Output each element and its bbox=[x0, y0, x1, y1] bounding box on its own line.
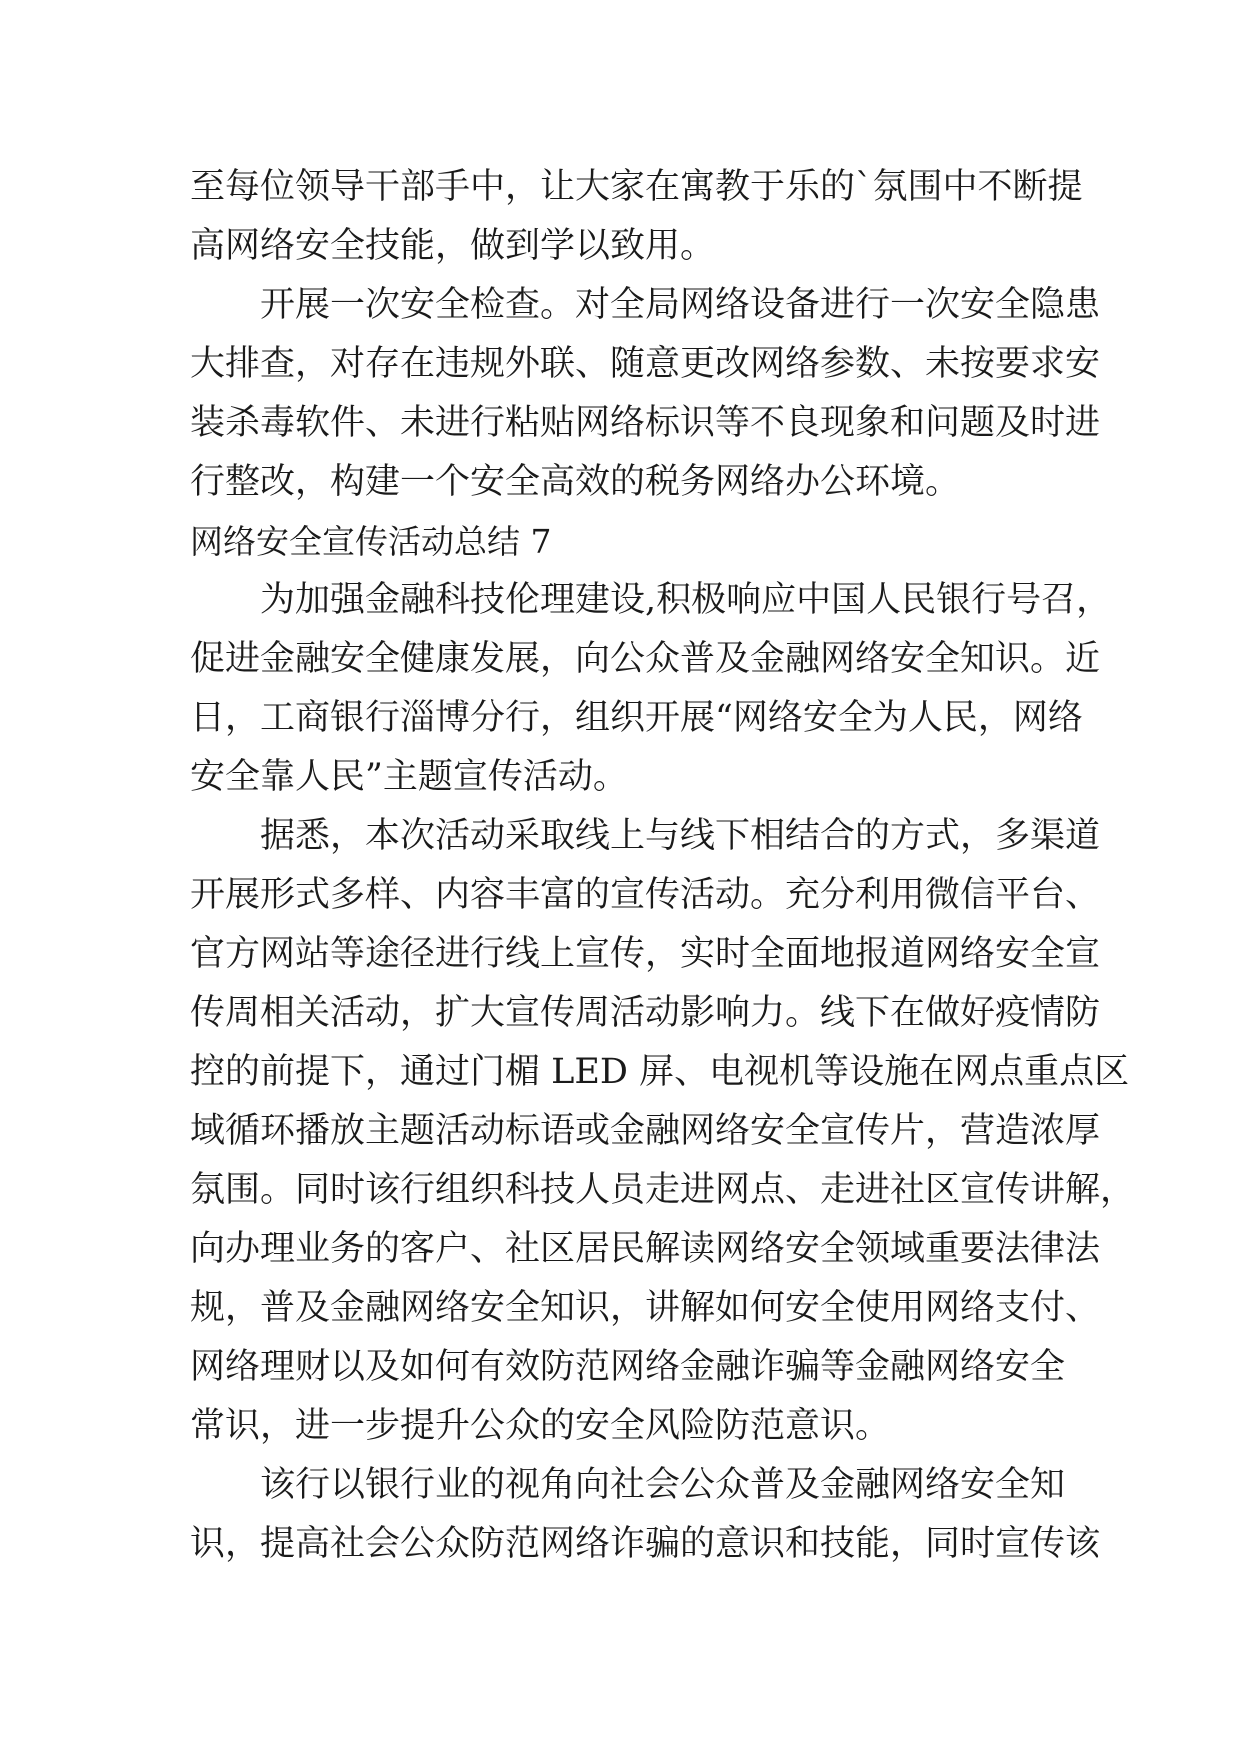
body-text-line: 装杀毒软件、未进行粘贴网络标识等不良现象和问题及时进 bbox=[190, 403, 1101, 443]
body-text-line: 为加强金融科技伦理建设,积极响应中国人民银行号召， bbox=[260, 580, 1112, 620]
body-text-line: 大排查，对存在违规外联、随意更改网络参数、未按要求安 bbox=[190, 344, 1101, 384]
body-text-line: 高网络安全技能，做到学以致用。 bbox=[190, 226, 716, 266]
body-text-line: 日，工商银行淄博分行，组织开展“网络安全为人民，网络 bbox=[190, 698, 1083, 738]
body-text-line: 网络理财以及如何有效防范网络金融诈骗等金融网络安全 bbox=[190, 1347, 1066, 1387]
body-text-line: 开展形式多样、内容丰富的宣传活动。充分利用微信平台、 bbox=[190, 875, 1101, 915]
document-text-column bbox=[190, 158, 1136, 1574]
body-text-line: 开展一次安全检查。对全局网络设备进行一次安全隐患 bbox=[260, 285, 1101, 325]
body-text-line: 至每位领导干部手中，让大家在寓教于乐的`氛围中不断提 bbox=[190, 167, 1083, 207]
body-text-line: 控的前提下，通过门楣 LED 屏、电视机等设施在网点重点区 bbox=[190, 1052, 1130, 1092]
body-text-line: 促进金融安全健康发展，向公众普及金融网络安全知识。近 bbox=[190, 639, 1101, 679]
body-text-line: 氛围。同时该行组织科技人员走进网点、走进社区宣传讲解， bbox=[190, 1170, 1136, 1210]
body-text-line: 据悉，本次活动采取线上与线下相结合的方式，多渠道 bbox=[260, 816, 1101, 856]
section-heading: 网络安全宣传活动总结 7 bbox=[190, 522, 552, 561]
body-text-line: 官方网站等途径进行线上宣传，实时全面地报道网络安全宣 bbox=[190, 934, 1101, 974]
body-text-line: 域循环播放主题活动标语或金融网络安全宣传片，营造浓厚 bbox=[190, 1111, 1101, 1151]
body-text-line: 行整改，构建一个安全高效的税务网络办公环境。 bbox=[190, 462, 961, 502]
body-text-line: 常识，进一步提升公众的安全风险防范意识。 bbox=[190, 1406, 891, 1446]
body-text-line: 安全靠人民”主题宣传活动。 bbox=[190, 757, 628, 797]
body-text-line: 向办理业务的客户、社区居民解读网络安全领域重要法律法 bbox=[190, 1229, 1101, 1269]
body-text-line: 该行以银行业的视角向社会公众普及金融网络安全知 bbox=[260, 1465, 1066, 1505]
body-text-line: 识，提高社会公众防范网络诈骗的意识和技能，同时宣传该 bbox=[190, 1524, 1101, 1564]
body-text-line: 规，普及金融网络安全知识，讲解如何安全使用网络支付、 bbox=[190, 1288, 1101, 1328]
body-text-line: 传周相关活动，扩大宣传周活动影响力。线下在做好疫情防 bbox=[190, 993, 1101, 1033]
